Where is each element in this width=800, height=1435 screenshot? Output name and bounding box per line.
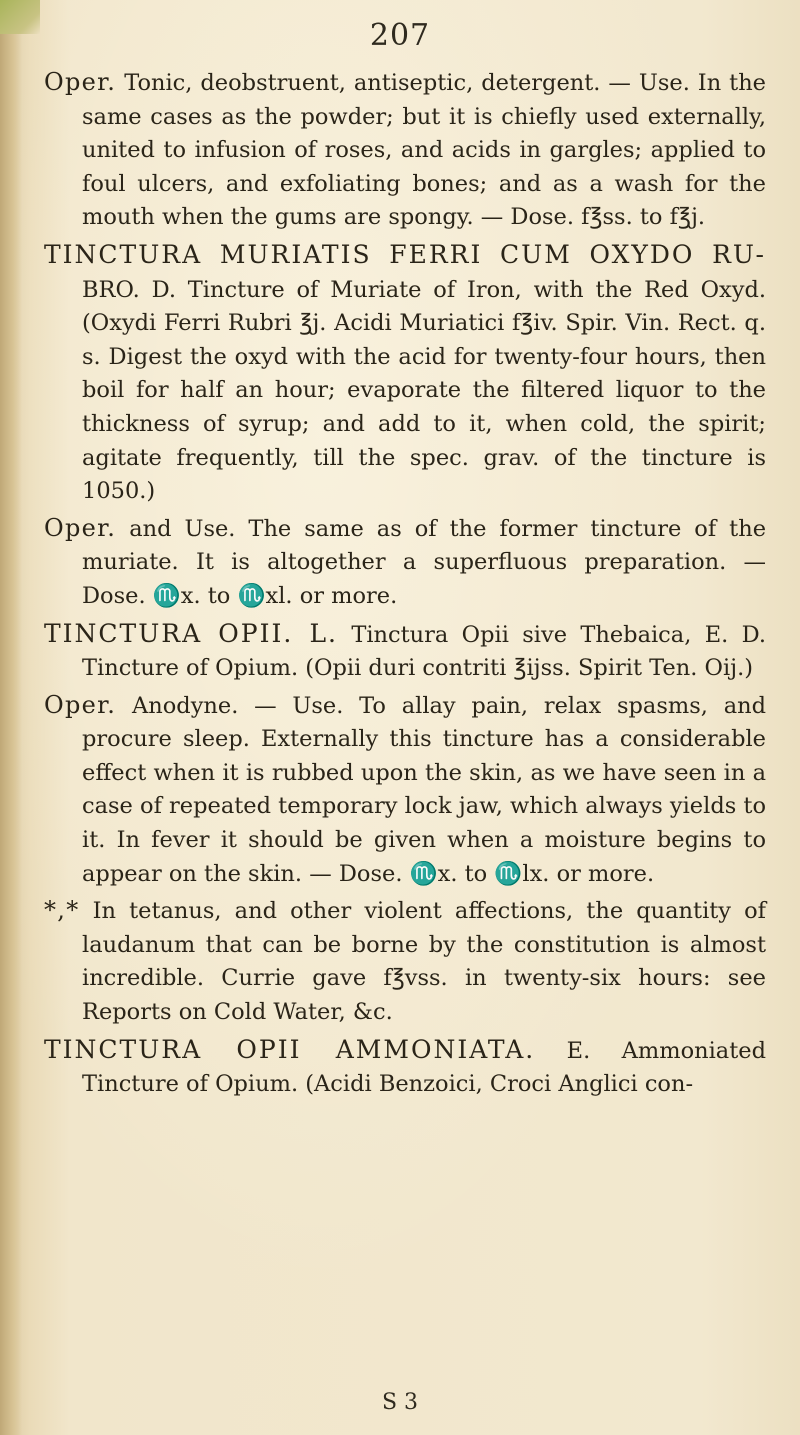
entry-tinctura-opii-ammoniata xyxy=(44,1033,766,1102)
entry-heading: TINCTURA MURIATIS FERRI CUM OXYDO RU- xyxy=(44,239,766,269)
entry-oper-anodyne xyxy=(44,689,766,892)
page-body xyxy=(44,66,766,1105)
footnote-marker: *,* xyxy=(44,896,80,925)
entry-tinctura-opii xyxy=(44,617,766,686)
entry-text: In tetanus, and other violent affections, the quantity of laudanum that can be borne by the constitution is almost incredible. Currie gave f℥vss. in twenty-six hours: see Reports on Cold Water, &c. xyxy=(82,898,766,1026)
entry-text: E. Ammoniated Tincture of Opium. (Acidi Benzoici, Croci Anglici con- xyxy=(82,1037,766,1098)
entry-text: and Use. The same as of the former tincture of the muriate. It is altogether a superfluous preparation. — Dose. ♏x. to ♏xl. or more. xyxy=(82,515,767,609)
entry-text: Tonic, deobstruent, antiseptic, detergent. — Use. In the same cases as the powder; but it is chiefly used externally, united to infusion of roses, and acids in gargles; applied to foul ulcers, and exfoliating bones; and as a wash for the mouth when the gums are spongy. — Dose. f℥ss. to f℥j. xyxy=(82,70,766,231)
entry-lead: Oper. xyxy=(44,68,117,96)
entry-oper-tonic xyxy=(44,66,766,235)
entry-note-tetanus xyxy=(44,894,766,1029)
page-number: 207 xyxy=(369,18,431,53)
entry-text: Tinctura Opii sive Thebaica, E. D. Tincture of Opium. (Opii duri contriti ℥ijss. Spirit Ten. Oij.) xyxy=(82,621,766,682)
entry-heading: TINCTURA OPII. L. xyxy=(44,618,338,648)
entry-lead: Oper. xyxy=(44,513,117,542)
signature-mark: S 3 xyxy=(381,1390,419,1415)
entry-tinctura-muriatis-ferri xyxy=(44,238,766,509)
entry-text: Anodyne. — Use. To allay pain, relax spasms, and procure sleep. Externally this tincture has a considerable effect when it is rubbed upon the skin, as we have seen in a case of repeated temporary lock jaw, which always yields to it. In fever it should be given when a moisture begins to appear on the skin. — Dose. ♏x. to ♏lx. or more. xyxy=(82,692,767,887)
entry-text: BRO. D. Tincture of Muriate of Iron, with the Red Oxyd. (Oxydi Ferri Rubri ℥j. Acidi Muriatici f℥iv. Spir. Vin. Rect. q. s. Digest the oxyd with the acid for twenty-four hours, then boil for half an hour; evaporate the filtered liquor to the thickness of syrup; and add to it, when cold, the spirit; agitate frequently, till the spec. grav. of the tincture is 1050.) xyxy=(82,276,766,505)
entry-heading: TINCTURA OPII AMMONIATA. xyxy=(44,1034,536,1064)
entry-oper-and-use xyxy=(44,512,766,614)
entry-lead: Oper. xyxy=(44,690,117,719)
